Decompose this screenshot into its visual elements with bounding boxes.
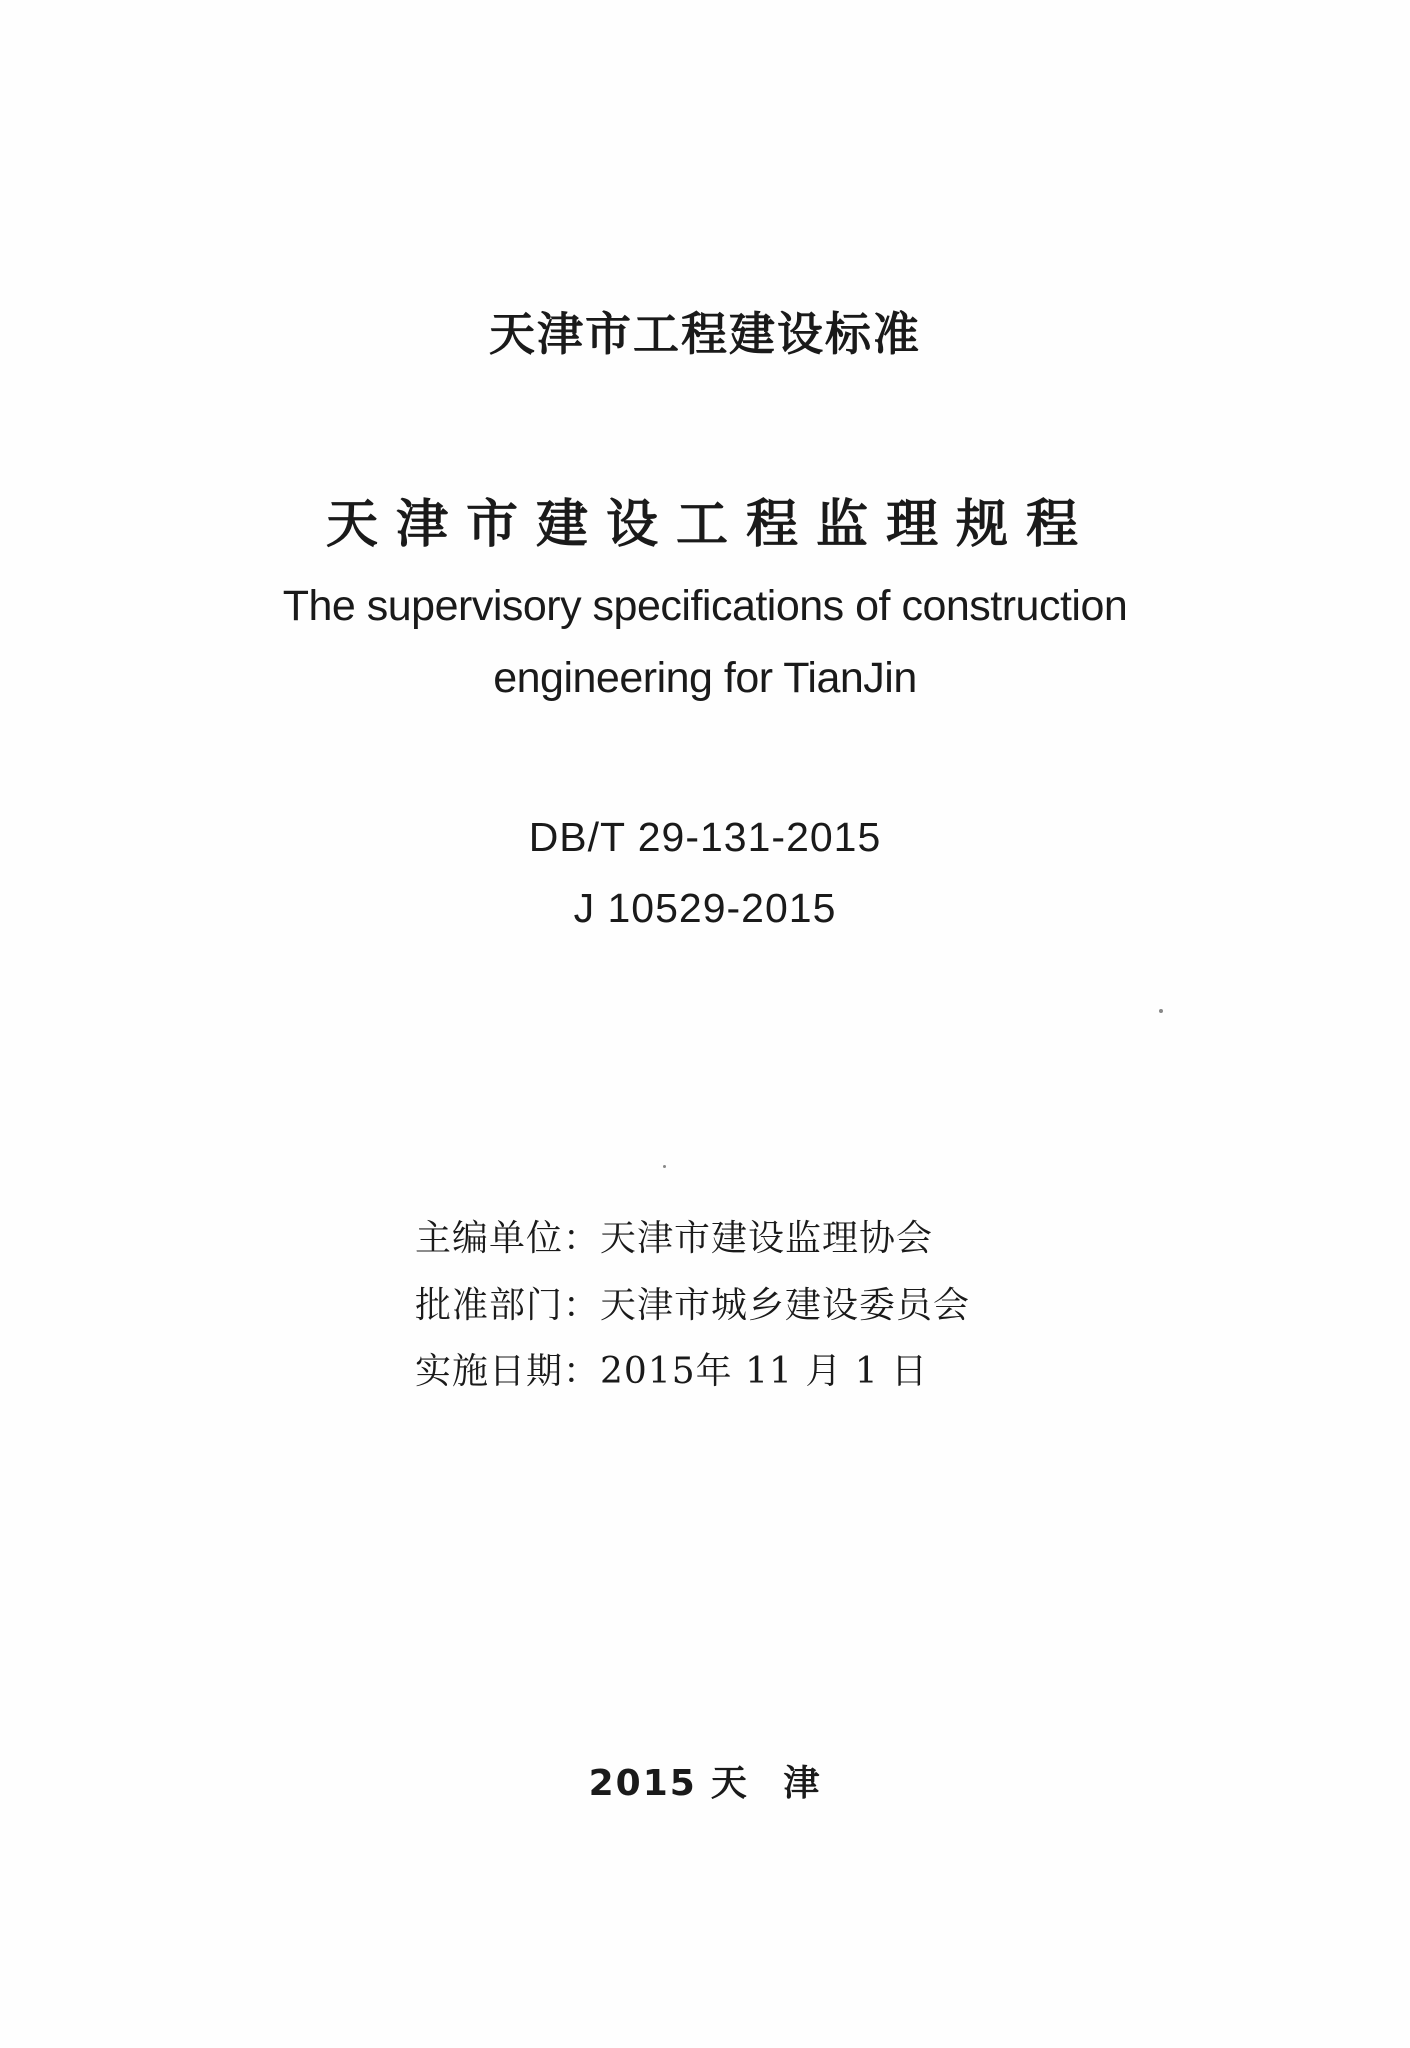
- implementation-date-label: 实施日期：: [415, 1351, 601, 1392]
- standard-number: DB/T 29-131-2015: [528, 814, 882, 860]
- scan-speck: [1159, 1009, 1163, 1013]
- document-title-chinese: 天津市建设工程监理规程: [325, 495, 1096, 555]
- editor-unit-label: 主编单位：: [415, 1218, 601, 1259]
- publication-footer: [0, 1755, 1410, 1806]
- editor-unit-value: 天津市建设监理协会: [600, 1218, 934, 1259]
- standard-series-heading: 天津市工程建设标准: [489, 307, 921, 361]
- document-title-english-line2: engineering for TianJin: [493, 654, 917, 702]
- implementation-date-row: [415, 1343, 928, 1394]
- approval-department-row: [415, 1277, 970, 1328]
- publication-year: 2015: [588, 1763, 697, 1804]
- record-number: J 10529-2015: [573, 885, 837, 931]
- document-title-english-line1: The supervisory specifications of construction: [282, 582, 1128, 630]
- approval-department-label: 批准部门：: [415, 1285, 601, 1326]
- implementation-date-value: 2015年 11 月 1 日: [600, 1351, 929, 1392]
- scan-speck: [663, 1165, 666, 1168]
- publication-place: 天 津: [710, 1763, 822, 1804]
- editor-unit-row: [415, 1210, 933, 1261]
- approval-department-value: 天津市城乡建设委员会: [600, 1285, 971, 1326]
